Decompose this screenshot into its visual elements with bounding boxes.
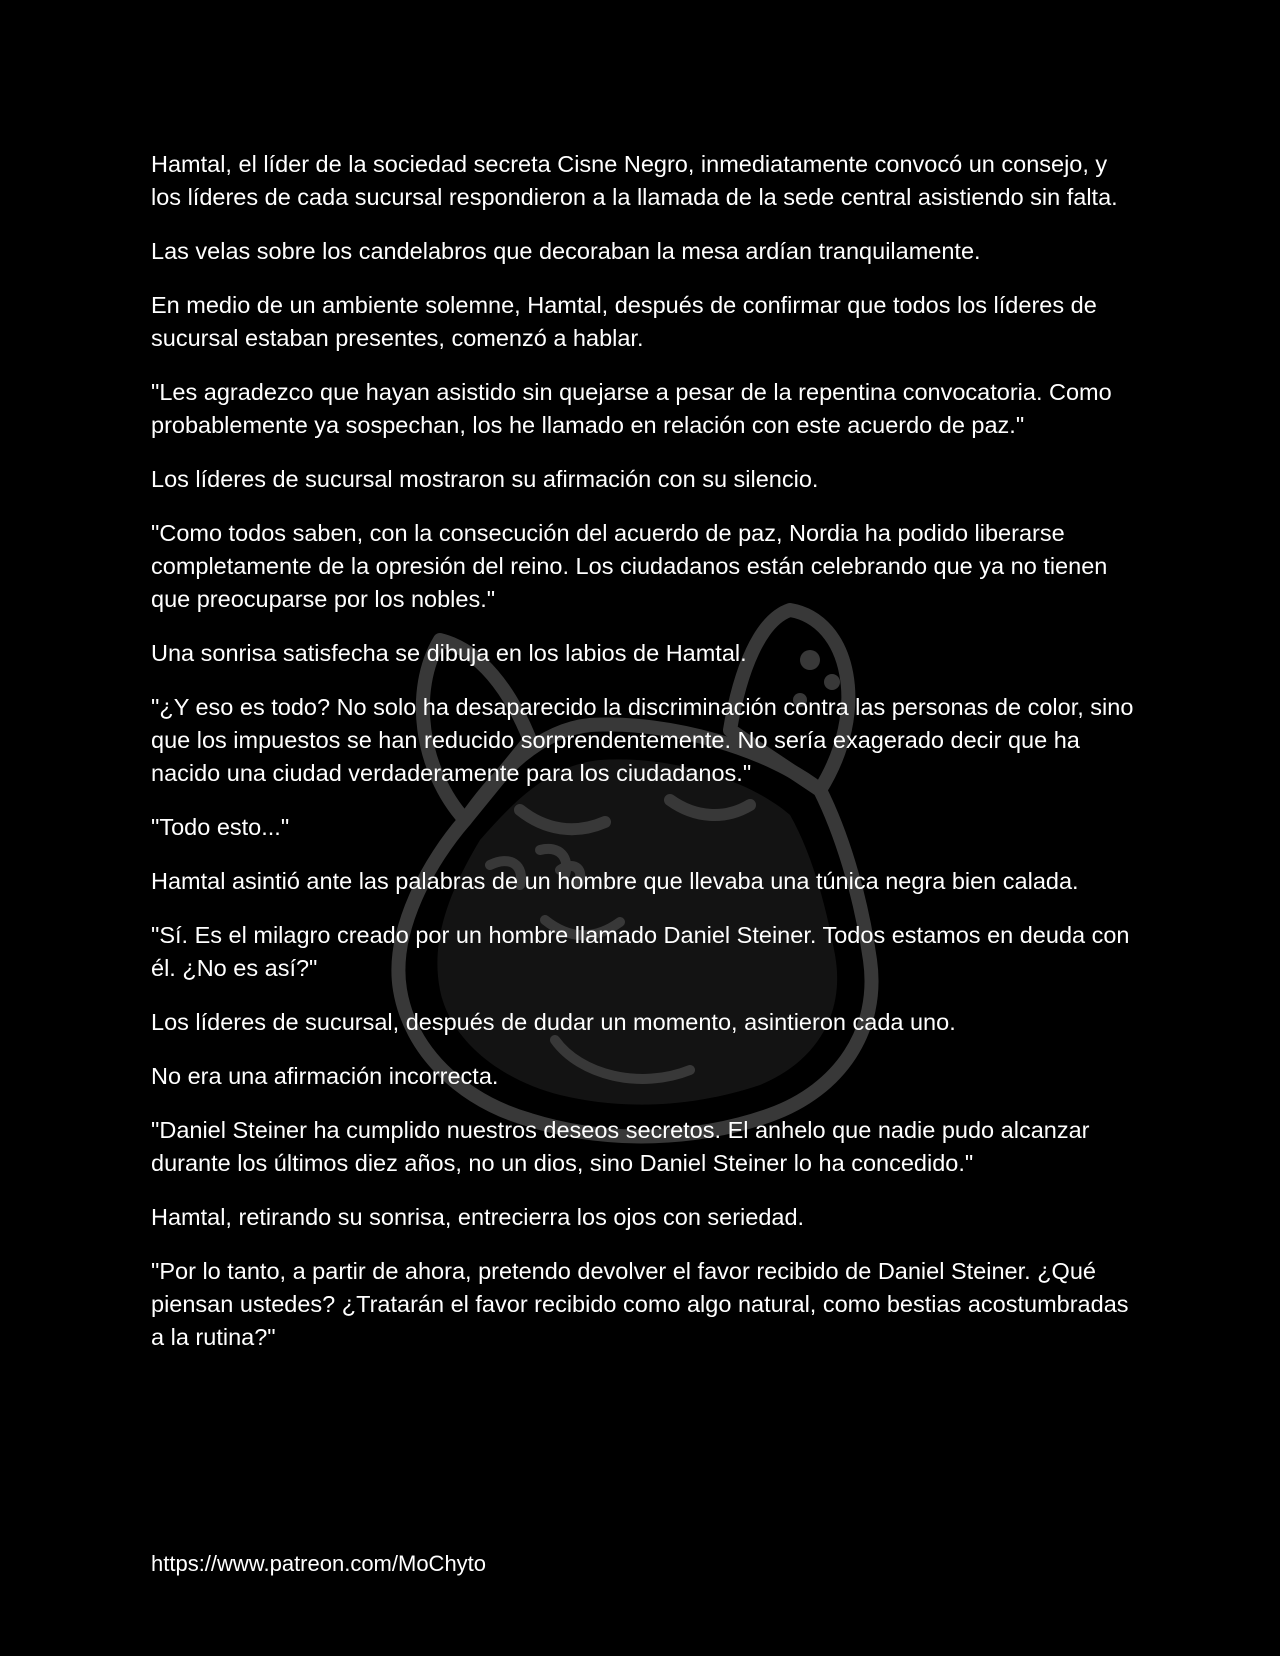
- patreon-link[interactable]: https://www.patreon.com/MoChyto: [151, 1551, 487, 1576]
- paragraph: En medio de un ambiente solemne, Hamtal, después de confirmar que todos los líderes de sucursal estaban presentes, comenzó a hablar.: [151, 292, 1097, 351]
- paragraph: Hamtal, retirando su sonrisa, entrecierra los ojos con seriedad.: [151, 1204, 805, 1230]
- paragraph: Hamtal asintió ante las palabras de un hombre que llevaba una túnica negra bien calada.: [151, 868, 1079, 894]
- paragraph: "Daniel Steiner ha cumplido nuestros deseos secretos. El anhelo que nadie pudo alcanzar durante los últimos diez años, no un dios, sino Daniel Steiner lo ha concedido.": [151, 1117, 1090, 1176]
- paragraph: Los líderes de sucursal mostraron su afirmación con su silencio.: [151, 466, 819, 492]
- paragraph: "Por lo tanto, a partir de ahora, pretendo devolver el favor recibido de Daniel Steiner. ¿Qué piensan ustedes? ¿Tratarán el favor recibido como algo natural, como bestias acostumbradas a la rutina?": [151, 1258, 1129, 1350]
- paragraph: Las velas sobre los candelabros que decoraban la mesa ardían tranquilamente.: [151, 238, 981, 264]
- paragraph: "Les agradezco que hayan asistido sin quejarse a pesar de la repentina convocatoria. Como probablemente ya sospechan, los he llamado en relación con este acuerdo de paz.": [151, 379, 1112, 438]
- story-text: [151, 148, 1141, 1375]
- paragraph: Hamtal, el líder de la sociedad secreta Cisne Negro, inmediatamente convocó un consejo, y los líderes de cada sucursal respondieron a la llamada de la sede central asistiendo sin falta.: [151, 151, 1118, 210]
- paragraph: "¿Y eso es todo? No solo ha desaparecido la discriminación contra las personas de color, sino que los impuestos se han reducido sorprendentemente. No sería exagerado decir que ha nacido una ciudad verdaderamente para los ciudadanos.": [151, 694, 1134, 786]
- paragraph: "Sí. Es el milagro creado por un hombre llamado Daniel Steiner. Todos estamos en deuda con él. ¿No es así?": [151, 922, 1130, 981]
- paragraph: No era una afirmación incorrecta.: [151, 1063, 499, 1089]
- paragraph: "Todo esto...": [151, 814, 290, 840]
- paragraph: Una sonrisa satisfecha se dibuja en los labios de Hamtal.: [151, 640, 747, 666]
- paragraph: Los líderes de sucursal, después de dudar un momento, asintieron cada uno.: [151, 1009, 956, 1035]
- paragraph: "Como todos saben, con la consecución del acuerdo de paz, Nordia ha podido liberarse completamente de la opresión del reino. Los ciudadanos están celebrando que ya no tienen que preocuparse por los nobles.": [151, 520, 1108, 612]
